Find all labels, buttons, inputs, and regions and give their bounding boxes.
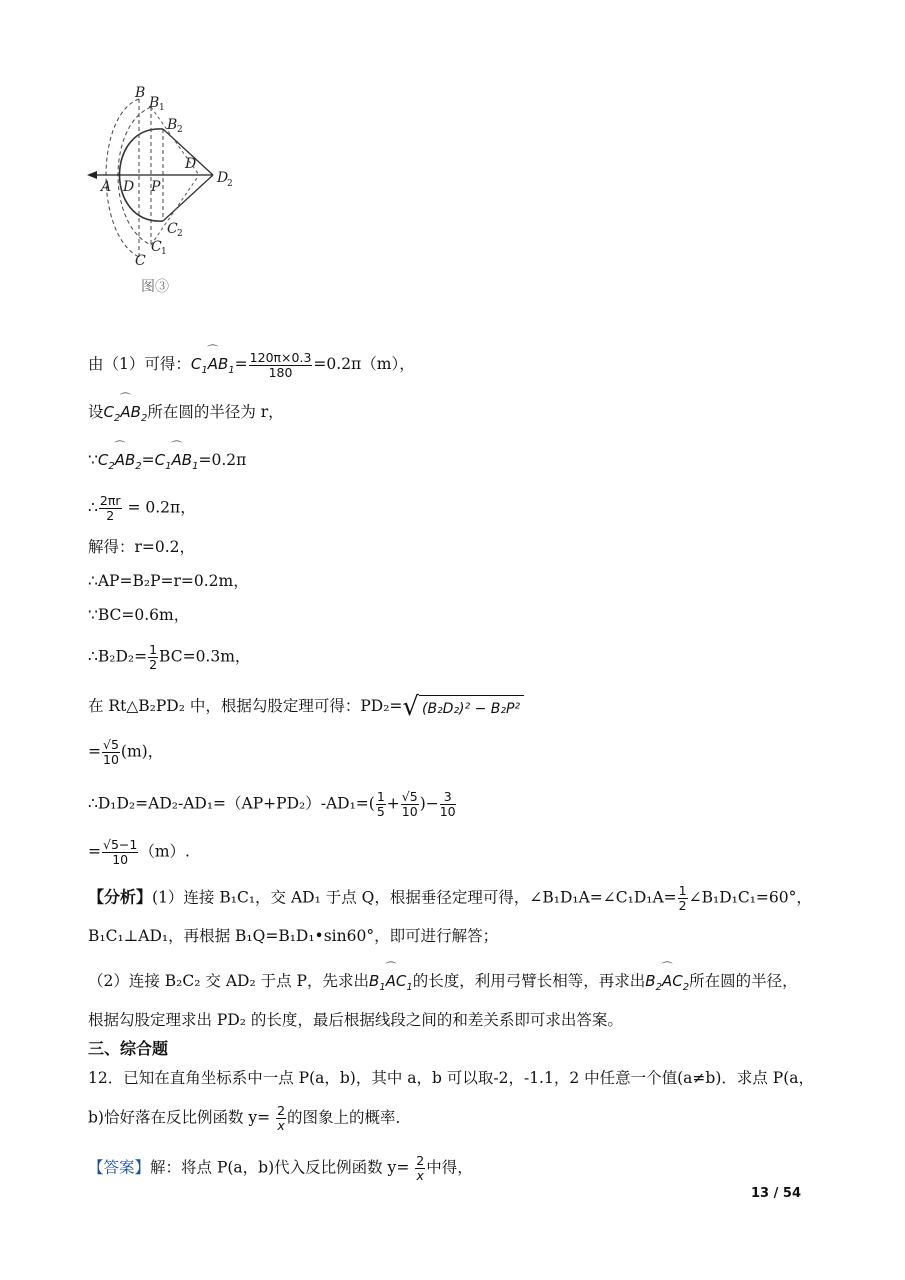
dashed-arc-b1c1	[118, 107, 151, 245]
solution-line-10: = $\frac{√5}{10}$ (m)，	[88, 737, 164, 767]
figure-caption: 图③	[141, 279, 169, 295]
fraction	[440, 790, 456, 819]
numerator: 120π×0.3	[249, 349, 312, 365]
label-b: B	[135, 85, 146, 101]
fraction	[148, 643, 158, 672]
fraction	[249, 351, 313, 380]
arc-c: C	[190, 355, 202, 373]
denominator: x	[277, 1118, 285, 1133]
denominator: 10	[103, 752, 119, 767]
arc-b2ac2: ⌒ $B_2AC_2$	[645, 967, 689, 998]
label-d2-sub: 2	[227, 179, 233, 189]
numerator: 2	[277, 1103, 286, 1118]
numerator: √5	[103, 737, 119, 752]
line-c2d2	[163, 175, 213, 221]
numerator: 1	[376, 789, 385, 804]
label-d1: D	[185, 156, 197, 172]
arrow-head	[87, 171, 97, 179]
label-b2: B	[167, 117, 178, 133]
denominator: x	[416, 1168, 424, 1183]
denominator: 5	[376, 804, 385, 819]
label-b1-sub: 1	[159, 103, 165, 113]
dashed-arc-bc	[106, 99, 139, 257]
question-line-2	[88, 1104, 411, 1133]
geometry-figure	[85, 85, 255, 300]
label-p: P	[151, 179, 161, 195]
label-c1-sub: 1	[161, 247, 167, 257]
solution-line-4	[88, 494, 196, 523]
text: =0.2π	[198, 451, 247, 469]
analysis-line-4: 根据勾股定理求出 PD₂ 的长度，最后根据线段之间的和差关系即可求出答案。	[88, 1011, 623, 1029]
denominator: 10	[401, 804, 418, 819]
square-root	[402, 694, 524, 720]
numerator: 1	[149, 642, 158, 657]
text: (1）连接 B₁C₁，交 AD₁ 于点 Q，根据垂径定理可得，∠B₁D₁A=∠C₁D₁A=	[152, 888, 677, 907]
solution-line-12: = $\frac{√5-1}{10}$ （m）.	[88, 837, 190, 867]
question-line-1: 12．已知在直角坐标系中一点 P(a，b)，其中 a，b 可以取-2，-1.1，2 中任意一个值(a≠b)．求点 P(a，	[88, 1069, 815, 1087]
section-heading: 三、综合题	[88, 1039, 169, 1058]
arc-b1ac1: ⌒ $B_1AC_1$	[369, 967, 413, 998]
label-a: A	[101, 179, 112, 195]
solution-line-8	[88, 643, 250, 672]
label-c2-sub: 2	[177, 229, 183, 239]
denominator: 2	[678, 898, 687, 913]
text: ∠B₁D₁C₁=60°，	[688, 888, 812, 907]
solution-line-9	[88, 694, 524, 720]
analysis-line-3	[88, 967, 798, 998]
label-d2: D	[217, 170, 229, 186]
text: 的长度，利用弓臂长相等，再求出	[412, 972, 646, 990]
fraction	[376, 790, 386, 819]
fraction	[401, 790, 419, 819]
text: = 0.2π，	[127, 498, 196, 517]
text: ∵	[88, 451, 98, 469]
text: （m）.	[139, 842, 190, 861]
text: 所在圆的半径为 r，	[147, 403, 284, 421]
solution-line-6: ∴AP=B₂P=r=0.2m，	[88, 572, 249, 590]
denominator: 2	[106, 508, 115, 523]
text: BC=0.3m，	[159, 647, 251, 666]
text: 的图象上的概率．	[287, 1108, 412, 1127]
page-number: 13 / 54	[751, 1186, 801, 1201]
label-b1: B	[149, 95, 160, 111]
label-c: C	[135, 253, 146, 269]
text: b)恰好落在反比例函数 y=	[88, 1108, 271, 1127]
arc-ab: AB	[207, 355, 229, 373]
fraction	[678, 884, 688, 913]
arc-c1ab1: ⌒ $C_1AB_1$	[155, 446, 199, 477]
text: )−	[419, 794, 439, 813]
text: 中得，	[426, 1158, 473, 1177]
solution-line-3: ∵⌒ $C_2AB_2=⌒$ $C_1AB_1=0.2\pi$	[88, 446, 246, 477]
text: 解：将点 P(a，b)代入反比例函数 y=	[150, 1158, 410, 1177]
arc-c2ab2: ⌒ $C_2AB_2$	[98, 446, 142, 477]
text: =0.2π（m），	[313, 355, 415, 373]
numerator: √5−1	[103, 837, 138, 852]
numerator: 2	[416, 1153, 425, 1168]
numerator: 1	[678, 883, 687, 898]
text: ∴D₁D₂=AD₂-AD₁=（AP+PD₂）-AD₁=(	[88, 794, 375, 813]
arc-c1ab1: ⌒ $C_1AB_1$	[191, 350, 235, 381]
denominator: 10	[439, 804, 456, 819]
denominator: 180	[268, 364, 293, 380]
answer-tag: 【答案】	[88, 1158, 151, 1177]
fraction	[102, 738, 120, 767]
fraction	[99, 494, 122, 523]
solution-line-11: ∴D₁D₂=AD₂-AD₁=（AP+PD₂）-AD₁=( $\frac{1}{5}$ + $\frac{√5}{10}$ )− $\frac{3}{10}$	[88, 789, 456, 819]
answer-line	[88, 1154, 473, 1183]
fraction	[415, 1154, 425, 1183]
solution-line-7: ∵BC=0.6m，	[88, 606, 190, 624]
text: 由（1）可得：	[88, 355, 191, 373]
fraction	[276, 1104, 286, 1133]
text: 所在圆的半径，	[689, 972, 798, 990]
text: ∴B₂D₂=	[88, 647, 148, 666]
solution-line-5: 解得：r=0.2，	[88, 538, 196, 556]
analysis-line-2: B₁C₁⊥AD₁，再根据 B₁Q=B₁D₁•sin60°，即可进行解答；	[88, 927, 499, 945]
label-c2: C	[167, 221, 178, 237]
denominator: 2	[149, 657, 158, 672]
analysis-line-1	[88, 884, 812, 913]
numerator: √5	[401, 789, 418, 804]
radicand: (B₂D₂)² − B₂P²	[419, 695, 524, 719]
numerator: 3	[440, 790, 456, 805]
solution-line-2	[88, 398, 284, 429]
label-c1: C	[151, 239, 162, 255]
text: (m)，	[120, 742, 164, 761]
solution-line-1: 由（1）可得：⌒ $C_1AB_1=$ $\frac{120\pi\times 0.3}{180}$ =0.2π（m），	[88, 350, 415, 381]
analysis-tag: 【分析】	[88, 887, 153, 907]
radical-sign: √	[402, 692, 419, 722]
denominator: 10	[112, 852, 129, 867]
numerator: 2πr	[99, 493, 121, 508]
arc-c2ab2: ⌒ $C_2AB_2$	[104, 398, 148, 429]
text: 在 Rt△B₂PD₂ 中，根据勾股定理可得：PD₂=	[88, 697, 403, 715]
text: ∴	[88, 498, 98, 517]
text: 设	[88, 403, 104, 421]
label-d: D	[123, 179, 135, 195]
label-b2-sub: 2	[177, 125, 183, 135]
fraction	[102, 838, 138, 867]
text: （2）连接 B₂C₂ 交 AD₂ 于点 P，先求出	[88, 972, 369, 990]
